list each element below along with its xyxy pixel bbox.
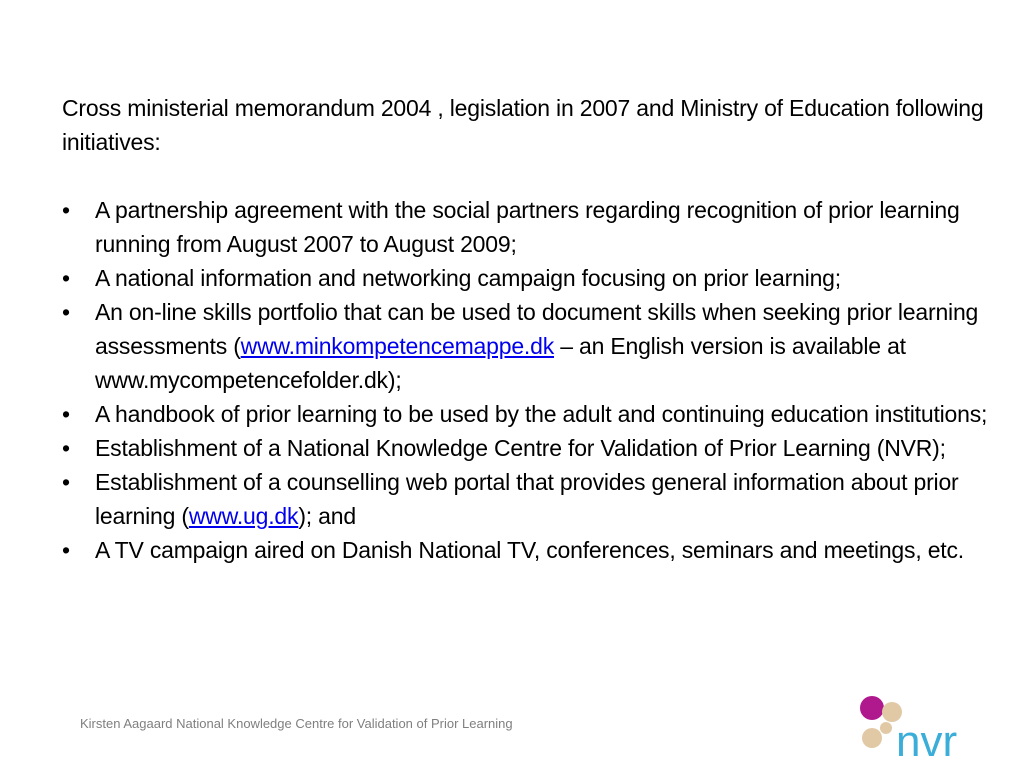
list-item-text: A handbook of prior learning to be used by the adult and continuing education institutions; — [95, 401, 988, 427]
list-item-text: Establishment of a counselling web portal that provides general information about prior learning ( — [95, 469, 959, 529]
list-item — [62, 465, 992, 533]
bullet-icon: • — [62, 537, 70, 563]
list-item-text: A national information and networking campaign focusing on prior learning; — [95, 265, 841, 291]
nvr-logo — [850, 690, 1000, 760]
list-item — [62, 193, 992, 261]
list-item — [62, 397, 992, 431]
list-item-text: ); and — [298, 503, 356, 529]
list-item — [62, 261, 992, 295]
list-item — [62, 295, 992, 397]
ug-dk-link[interactable]: www.ug.dk — [188, 503, 299, 529]
list-item-text: An on-line skills portfolio that can be used to document skills when seeking prior learning assessments ( — [95, 299, 979, 359]
list-item-text: – an English version is available at www.mycompetencefolder.dk); — [95, 333, 906, 393]
minkompetencemappe-link[interactable]: www.minkompetencemappe.dk — [240, 333, 554, 359]
bullet-icon: • — [62, 265, 70, 291]
list-item-text: A TV campaign aired on Danish National TV, conferences, seminars and meetings, etc. — [95, 537, 964, 563]
logo-dot-beige — [880, 722, 892, 734]
bullet-icon: • — [62, 299, 70, 325]
bullet-icon: • — [62, 197, 70, 223]
slide-body — [62, 91, 992, 567]
list-item — [62, 431, 992, 465]
logo-dot-beige — [862, 728, 882, 748]
logo-wordmark: nvr — [896, 717, 958, 760]
intro-paragraph: Cross ministerial memorandum 2004 , legislation in 2007 and Ministry of Education following initiatives: — [62, 95, 984, 155]
list-item — [62, 533, 992, 567]
bullet-icon: • — [62, 469, 70, 495]
footer-text: Kirsten Aagaard National Knowledge Centre for Validation of Prior Learning — [80, 716, 513, 731]
bullet-icon: • — [62, 435, 70, 461]
bullet-icon: • — [62, 401, 70, 427]
logo-dot-magenta — [860, 696, 884, 720]
list-item-text: A partnership agreement with the social partners regarding recognition of prior learning running from August 2007 to August 2009; — [95, 197, 960, 257]
list-item-text: Establishment of a National Knowledge Centre for Validation of Prior Learning (NVR); — [95, 435, 946, 461]
initiatives-list — [62, 193, 992, 567]
